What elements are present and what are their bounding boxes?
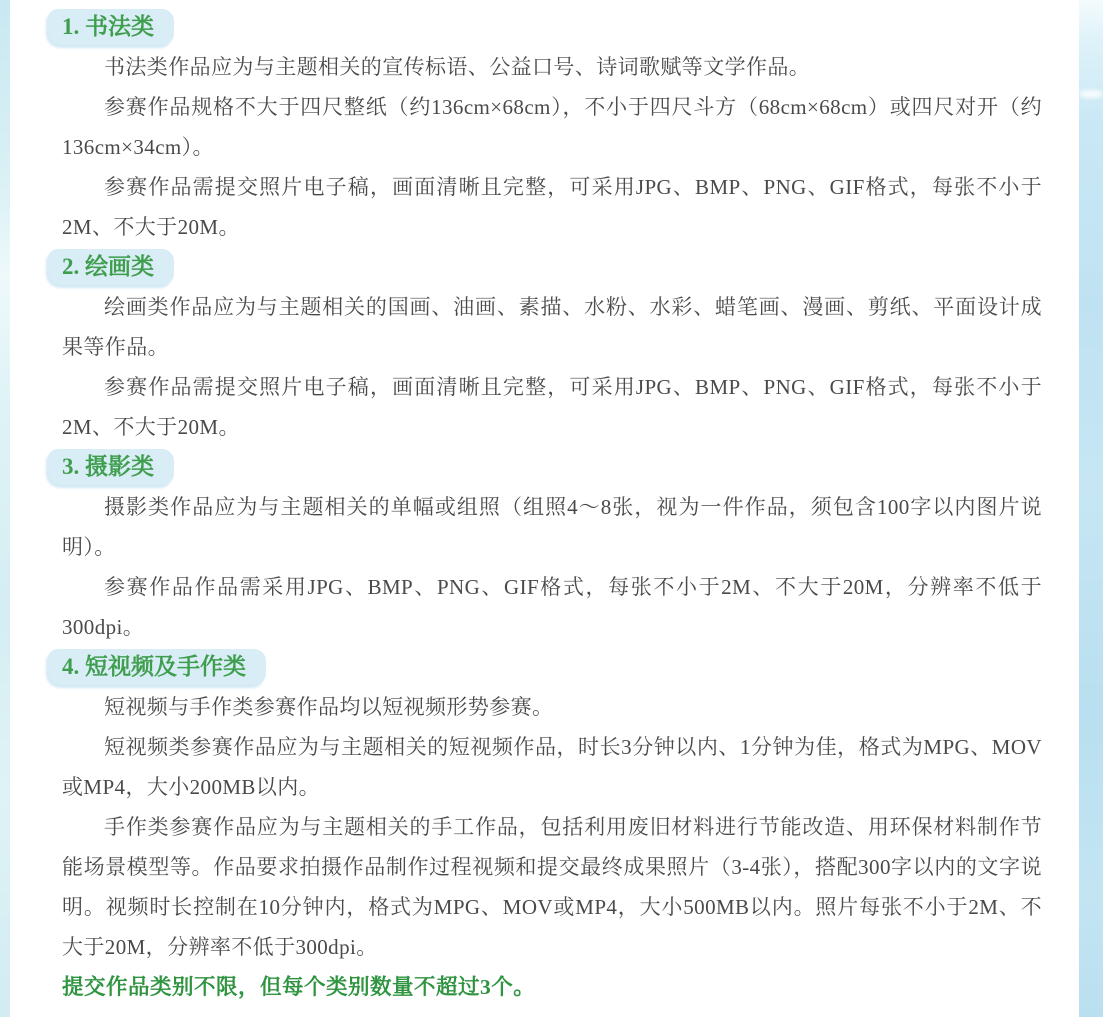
paragraph: 参赛作品需提交照片电子稿，画面清晰且完整，可采用JPG、BMP、PNG、GIF格式，每张不小于2M、不大于20M。 [62, 375, 1042, 439]
paragraph: 摄影类作品应为与主题相关的单幅或组照（组照4～8张，视为一件作品，须包含100字以内图片说明）。 [62, 495, 1042, 559]
heading-highlight: 1. 书法类 [48, 9, 174, 45]
section-heading-video-handicraft [62, 647, 1042, 687]
paragraph: 绘画类作品应为与主题相关的国画、油画、素描、水粉、水彩、蜡笔画、漫画、剪纸、平面设计成果等作品。 [62, 295, 1042, 359]
paragraph: 参赛作品需提交照片电子稿，画面清晰且完整，可采用JPG、BMP、PNG、GIF格式，每张不小于2M、不大于20M。 [62, 175, 1042, 239]
paragraph: 书法类作品应为与主题相关的宣传标语、公益口号、诗词歌赋等文学作品。 [104, 55, 811, 79]
paragraph: 手作类参赛作品应为与主题相关的手工作品，包括利用废旧材料进行节能改造、用环保材料制作节能场景模型等。作品要求拍摄作品制作过程视频和提交最终成果照片（3-4张），搭配300字以内的文字说明。视频时长控制在10分钟内，格式为MPG、MOV或MP4，大小500MB以内。照片每张不小于2M、不大于20M，分辨率不低于300dpi。 [62, 815, 1042, 959]
category-limit-note: 提交作品类别不限，但每个类别数量不超过3个。 [62, 975, 536, 999]
heading-highlight: 3. 摄影类 [48, 449, 174, 485]
cloud-decoration [1079, 90, 1103, 98]
paragraph: 参赛作品规格不大于四尺整纸（约136cm×68cm），不小于四尺斗方（68cm×68cm）或四尺对开（约136cm×34cm）。 [62, 95, 1042, 159]
heading-highlight: 4. 短视频及手作类 [48, 649, 266, 685]
section-heading-painting [62, 247, 1042, 287]
paragraph: 参赛作品作品需采用JPG、BMP、PNG、GIF格式，每张不小于2M、不大于20M，分辨率不低于300dpi。 [62, 575, 1042, 639]
heading-highlight: 2. 绘画类 [48, 249, 174, 285]
paragraph: 短视频与手作类参赛作品均以短视频形势参赛。 [104, 695, 554, 719]
left-watercolor-strip [0, 0, 10, 1017]
section-heading-photography [62, 447, 1042, 487]
paragraph: 短视频类参赛作品应为与主题相关的短视频作品，时长3分钟以内、1分钟为佳，格式为MPG、MOV或MP4，大小200MB以内。 [62, 735, 1042, 799]
submission-rules-document [10, 0, 1080, 1017]
right-watercolor-strip [1079, 0, 1103, 1017]
section-heading-calligraphy [62, 7, 1042, 47]
